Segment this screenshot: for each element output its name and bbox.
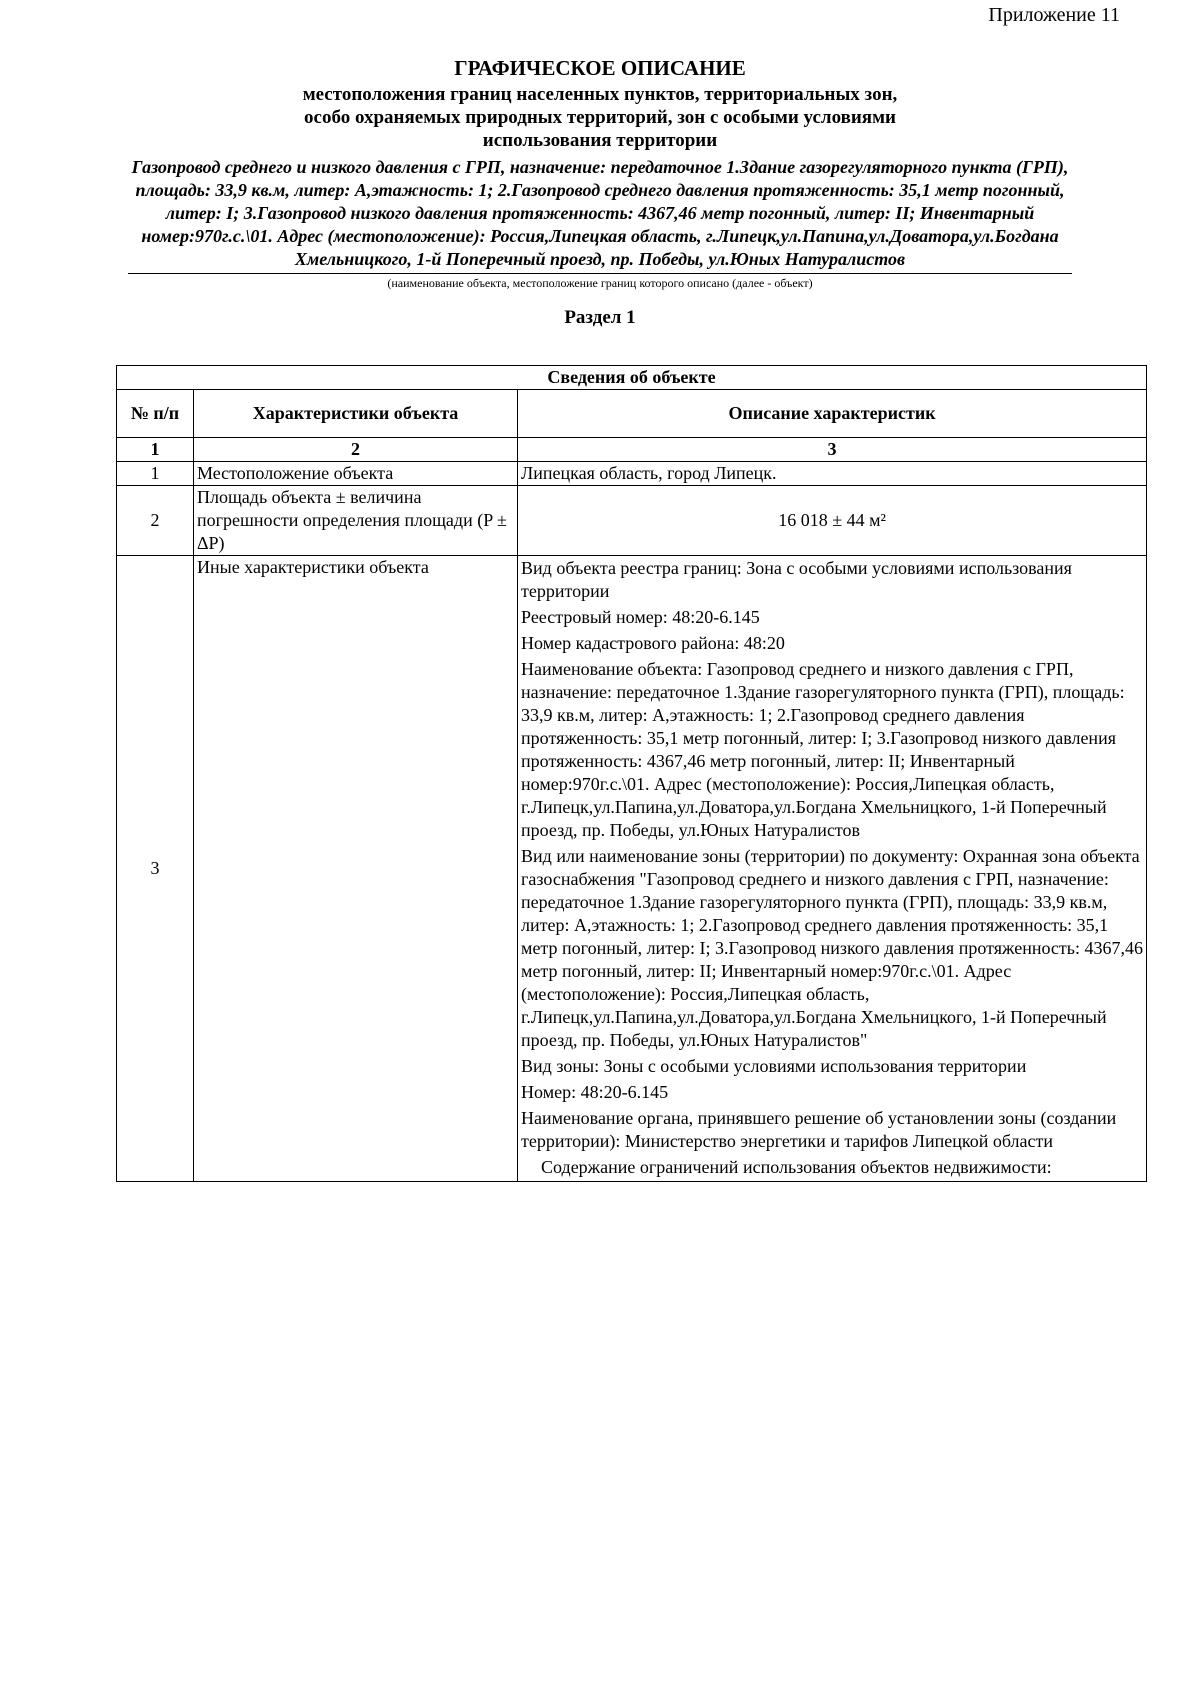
header-number: № п/п <box>117 390 194 438</box>
object-info-table <box>116 365 1147 1182</box>
header-description: Описание характеристик <box>518 390 1147 438</box>
restrictions-heading: Содержание ограничений использования объектов недвижимости: <box>541 1157 1052 1177</box>
row-description: 16 018 ± 44 м² <box>518 486 1147 556</box>
numbering-3: 3 <box>518 438 1147 462</box>
object-name-underline <box>128 273 1072 274</box>
section-title: Раздел 1 <box>564 307 636 328</box>
title-block <box>128 56 1072 328</box>
zone-document-name: Вид или наименование зоны (территории) по документу: Охранная зона объекта газоснабжения "Газопровод среднего и низкого давления с ГРП, назначение: передаточное 1.Здание газорегуляторного пункта (ГРП), площадь: 33,9 кв.м, литер: А,этажность: 1; 2.Газопровод среднего давления протяженность: 35,1 метр погонный, литер: I; 3.Газопровод низкого давления протяженность: 4367,46 метр погонный, литер: II; Инвентарный номер:970г.с.\01. Адрес (местоположение): Россия,Липецкая область, г.Липецк,ул.Папина,ул.Доватора,ул.Богдана Хмельницкого, 1-й Поперечный проезд, пр. Победы, ул.Юных Натуралистов" <box>521 846 1143 1050</box>
cadastral-district: Номер кадастрового района: 48:20 <box>521 633 785 653</box>
registry-number: Реестровый номер: 48:20-6.145 <box>521 607 760 627</box>
row-number: 1 <box>117 462 194 486</box>
numbering-1: 1 <box>117 438 194 462</box>
table-numbering-row <box>117 438 1147 462</box>
row-characteristic: Иные характеристики объекта <box>193 556 517 1182</box>
table-title-row <box>117 366 1147 390</box>
table-row <box>117 486 1147 556</box>
numbering-2: 2 <box>193 438 517 462</box>
zone-number: Номер: 48:20-6.145 <box>521 1082 669 1102</box>
row-characteristic: Местоположение объекта <box>193 462 517 486</box>
row-number: 2 <box>117 486 194 556</box>
zone-kind: Вид зоны: Зоны с особыми условиями использования территории <box>521 1056 1027 1076</box>
object-name-caption: (наименование объекта, местоположение границ которого описано (далее - объект) <box>387 276 813 290</box>
row-description: Липецкая область, город Липецк. <box>518 462 1147 486</box>
row-number: 3 <box>117 556 194 1182</box>
row-characteristic: Площадь объекта ± величина погрешности определения площади (P ± ΔP) <box>193 486 517 556</box>
table-header-row <box>117 390 1147 438</box>
authority-name: Наименование органа, принявшего решение об установлении зоны (создании территории): Министерство энергетики и тарифов Липецкой области <box>521 1108 1117 1151</box>
table-row <box>117 556 1147 1182</box>
table-title: Сведения об объекте <box>117 366 1147 390</box>
object-name-detail: Наименование объекта: Газопровод среднего и низкого давления с ГРП, назначение: передаточное 1.Здание газорегуляторного пункта (ГРП), площадь: 33,9 кв.м, литер: А,этажность: 1; 2.Газопровод среднего давления протяженность: 35,1 метр погонный, литер: I; 3.Газопровод низкого давления протяженность: 4367,46 метр погонный, литер: II; Инвентарный номер:970г.с.\01. Адрес (местоположение): Россия,Липецкая область, г.Липецк,ул.Папина,ул.Доватора,ул.Богдана Хмельницкого, 1-й Поперечный проезд, пр. Победы, ул.Юных Натуралистов <box>521 659 1125 840</box>
object-name: Газопровод среднего и низкого давления с ГРП, назначение: передаточное 1.Здание газорегуляторного пункта (ГРП), площадь: 33,9 кв.м, литер: А,этажность: 1; 2.Газопровод среднего давления протяженность: 35,1 метр погонный, литер: I; 3.Газопровод низкого давления протяженность: 4367,46 метр погонный, литер: II; Инвентарный номер:970г.с.\01. Адрес (местоположение): Россия,Липецкая область, г.Липецк,ул.Папина,ул.Доватора,ул.Богдана Хмельницкого, 1-й Поперечный проезд, пр. Победы, ул.Юных Натуралистов <box>131 157 1069 269</box>
appendix-label: Приложение 11 <box>988 4 1120 26</box>
document-title: ГРАФИЧЕСКОЕ ОПИСАНИЕ <box>454 56 746 80</box>
zone-type: Вид объекта реестра границ: Зона с особыми условиями использования территории <box>521 558 1072 601</box>
table-row <box>117 462 1147 486</box>
document-subtitle: местоположения границ населенных пунктов, территориальных зон, особо охраняемых природных территорий, зон с особыми условиями использования территории <box>302 84 898 151</box>
row-description <box>518 556 1147 1182</box>
header-characteristic: Характеристики объекта <box>193 390 517 438</box>
